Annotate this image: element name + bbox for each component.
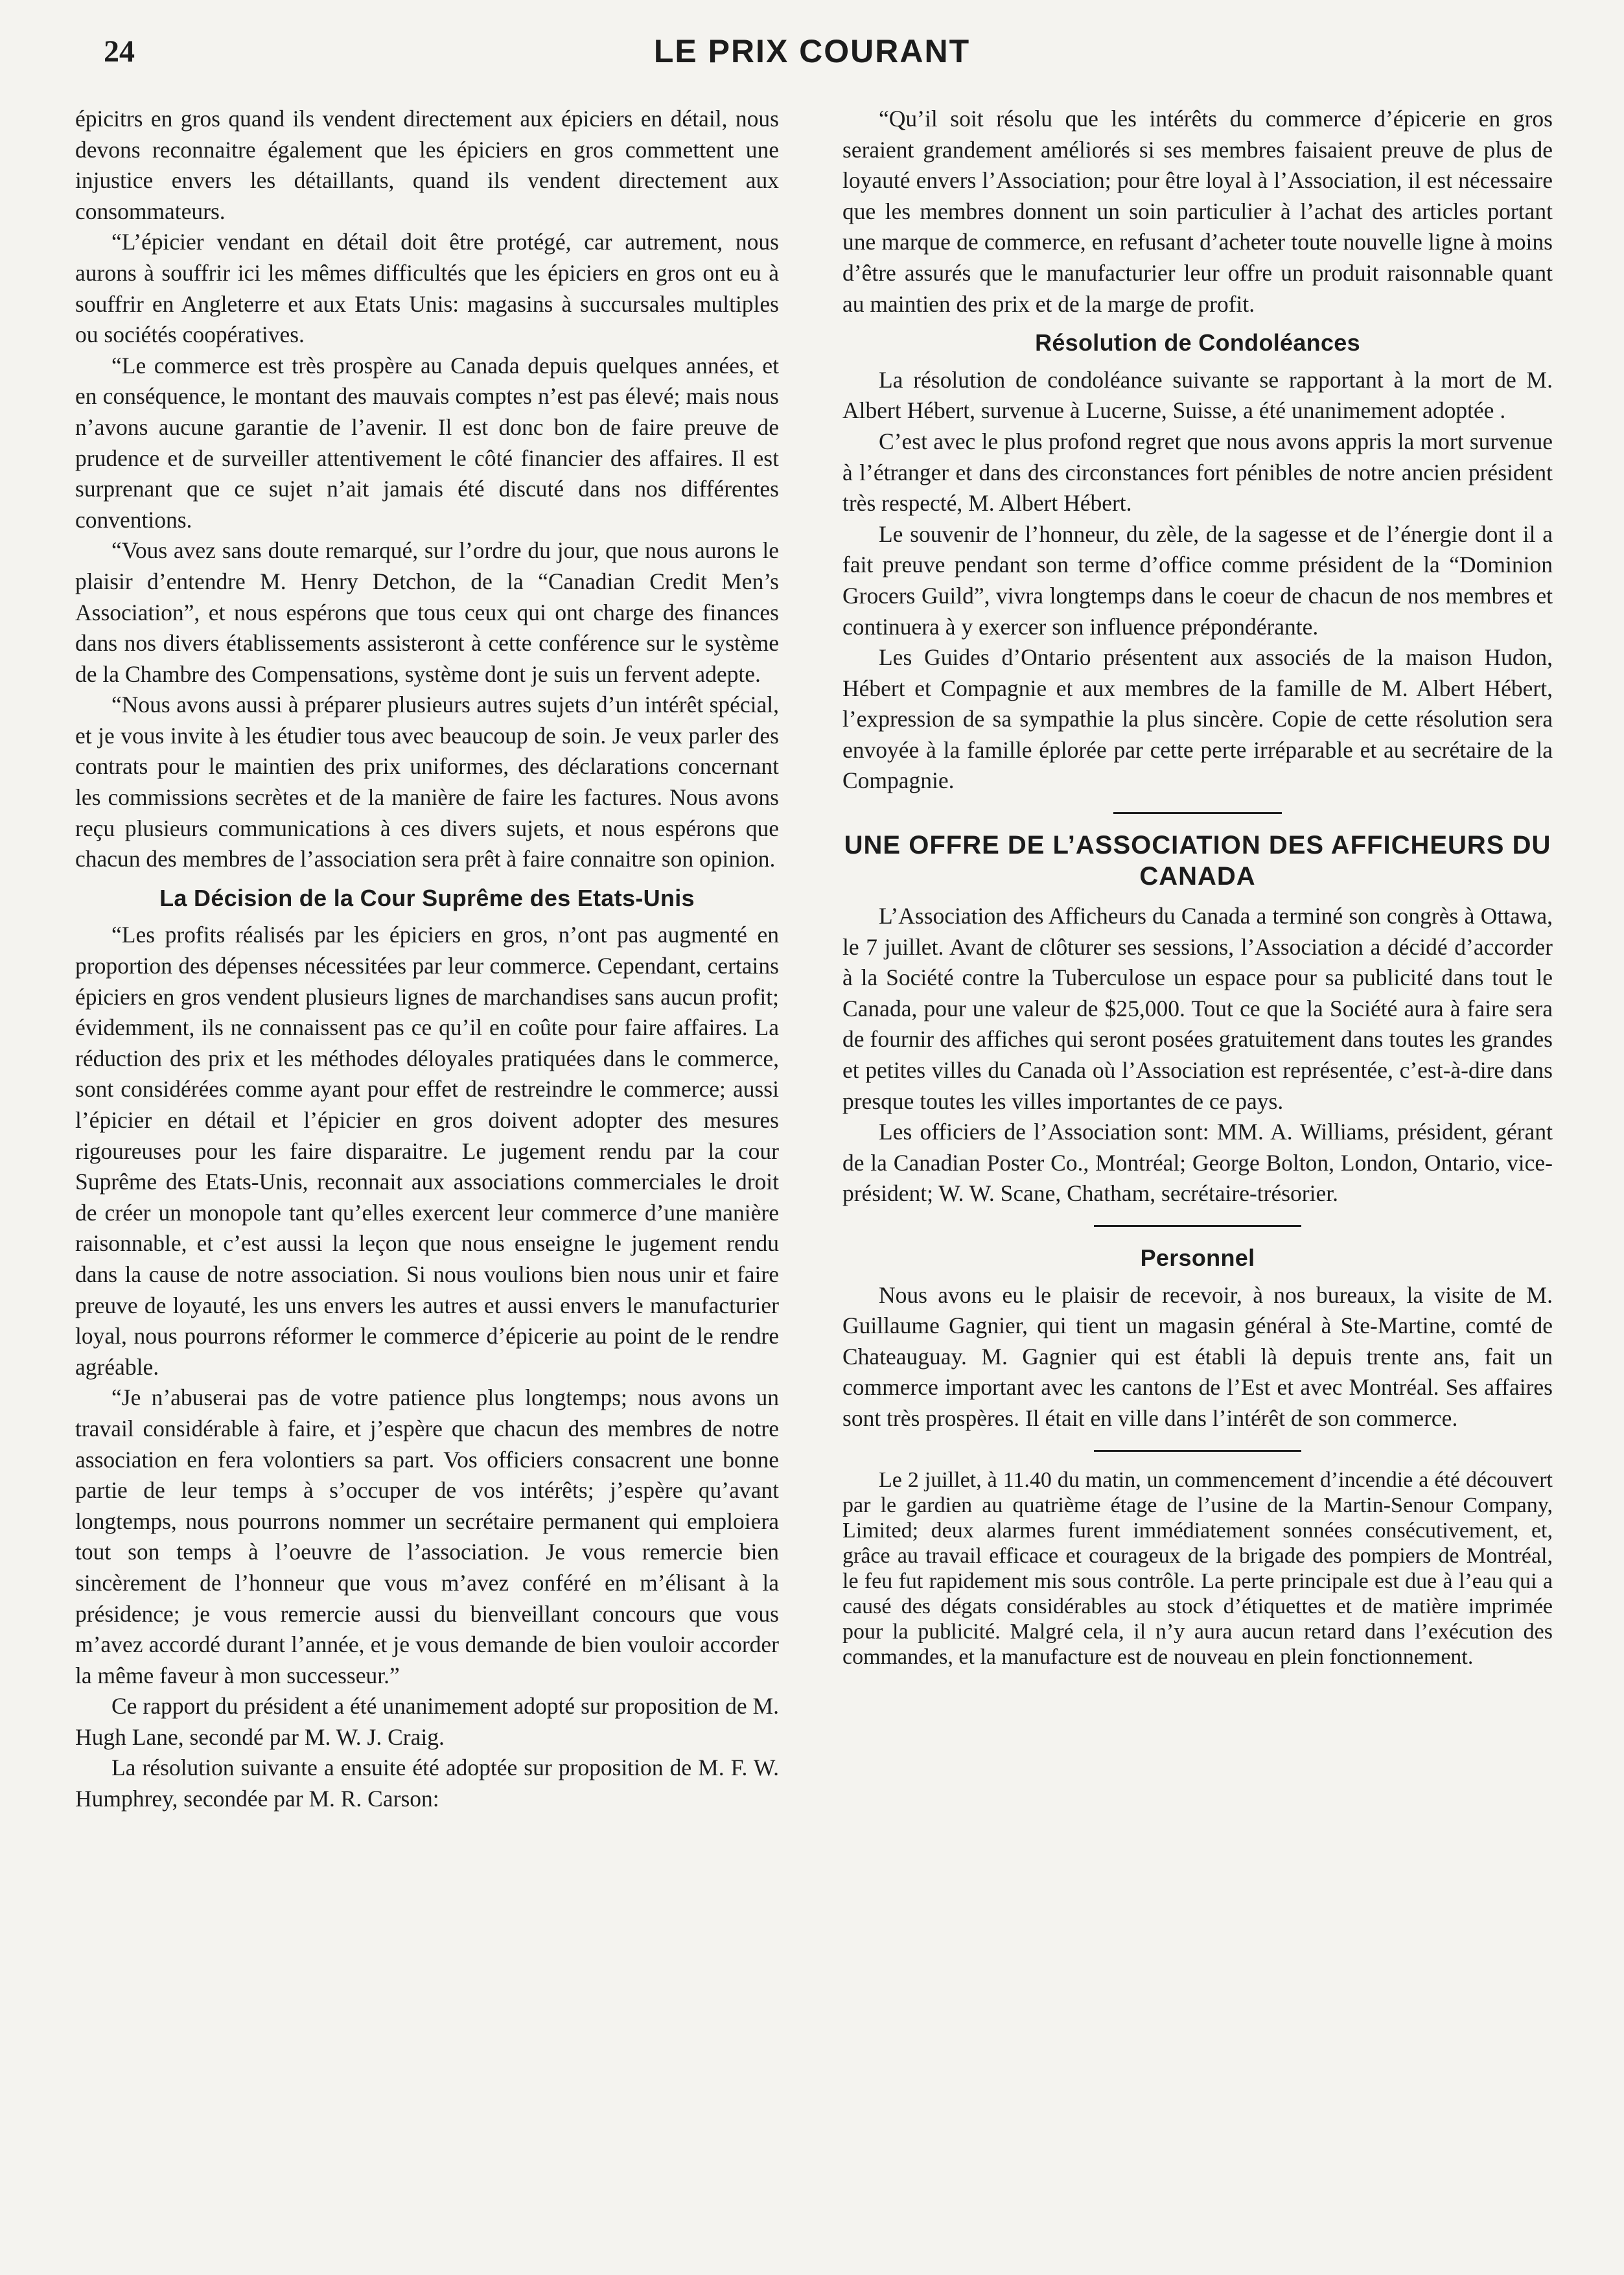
divider (1094, 1225, 1301, 1227)
paragraph: “Les profits réalisés par les épiciers en gros, n’ont pas augmenté en proportion des dépenses nécessitées par leur commerce. Cependant, certains épiciers en gros vendent plusieurs lignes de marchandises sans aucun profit; évidemment, ils ne connaissent pas ce qu’il en coûte pour faire affaires. La réduction des prix et les méthodes déloyales pratiquées dans le commerce, sont considérées comme ayant pour effet de restreindre le commerce; aussi l’épicier en détail et l’épicier en gros doivent adopter des mesures rigoureuses pour les faire disparaitre. Le jugement rendu par la cour Suprême des Etats-Unis, reconnait aux associations commerciales le droit de créer un monopole tant qu’elles exercent leur commerce d’une manière raisonnable, et c’est aussi la leçon que nous enseigne le jugement rendu dans la cause de notre association. Si nous voulions bien nous unir et faire preuve de loyauté, les uns envers les autres et aussi envers le manufacturier loyal, nous pourrons réformer le commerce d’épicerie au point de le rendre agréable. (75, 922, 779, 1380)
paragraph: La résolution suivante a ensuite été adoptée sur proposition de M. F. W. Humphrey, secondée par M. R. Carson: (75, 1755, 779, 1812)
paragraph-incendie: Le 2 juillet, à 11.40 du matin, un commencement d’incendie a été découvert par le gardien au quatrième étage de l’usine de la Martin-Senour Company, Limited; deux alarmes furent immédiatement sonnées consécutivement, et, grâce au travail efficace et courageux de la brigade des pompiers de Montréal, le feu fut rapidement mis sous contrôle. La perte principale est due à l’eau qui a causé des dégats considérables au stock d’étiquettes et de matière imprimée pour la publicité. Malgré cela, il n’y aura aucun retard dans l’exécution des commandes, et la manufacture est de nouveau en plein fonctionnement. (842, 1467, 1553, 1669)
paragraph: La résolution de condoléance suivante se rapportant à la mort de M. Albert Hébert, survenue à Lucerne, Suisse, a été unanimement adoptée . (842, 366, 1553, 424)
section-heading-personnel: Personnel (1140, 1244, 1255, 1271)
journal-title: LE PRIX COURANT (653, 33, 971, 69)
paragraph: C’est avec le plus profond regret que nous avons appris la mort survenue à l’étranger et dans des circonstances fort pénibles de notre ancien président très respecté, M. Albert Hébert. (842, 428, 1553, 517)
page-number: 24 (104, 34, 135, 69)
paragraph: Les officiers de l’Association sont: MM. A. Williams, président, gérant de la Canadian Poster Co., Montréal; George Bolton, London, Ontario, vice-président; W. W. Scane, Chatham, secrétaire-trésorier. (842, 1119, 1553, 1207)
paragraph: “Le commerce est très prospère au Canada depuis quelques années, et en conséquence, le montant des mauvais comptes n’est pas élevé; mais nous n’avons aucune garantie de l’avenir. Il est donc bon de faire preuve de prudence et de surveiller attentivement le côté financier des affaires. Il est surprenant que ce sujet n’ait jamais été discuté dans nos différentes conventions. (75, 352, 779, 533)
paragraph: “Qu’il soit résolu que les intérêts du commerce d’épicerie en gros seraient grandement améliorés si ses membres faisaient preuve de plus de loyauté envers l’Association; pour être loyal à l’Association, il est nécessaire que les membres donnent un soin particulier à l’achat des articles portant une marque de commerce, en refusant d’acheter toute nouvelle ligne à moins d’être assurés que le manufacturier leur offre un produit raisonnable quant au maintien des prix et de la marge de profit. (842, 106, 1553, 317)
section-heading-condoleances: Résolution de Condoléances (1035, 329, 1360, 356)
paragraph: “L’épicier vendant en détail doit être protégé, car autrement, nous aurons à souffrir ici les mêmes difficultés que les épiciers en gros ont eu à souffrir en Angleterre et aux Etats Unis: magasins à succursales multiples ou sociétés coopératives. (75, 229, 779, 348)
paragraph: L’Association des Afficheurs du Canada a terminé son congrès à Ottawa, le 7 juillet. Avant de clôturer ses sessions, l’Association a décidé d’accorder à la Société contre la Tuberculose un espace pour sa publicité dans tout le Canada, pour une valeur de $25,000. Tout ce que la Société aura à faire sera de fournir des affiches qui seront posées gratuitement dans toutes les grandes et petites villes du Canada où l’Association est représentée, c’est-à-dire dans presque toutes les villes importantes de ce pays. (842, 903, 1553, 1114)
paragraph: épicitrs en gros quand ils vendent directement aux épiciers en détail, nous devons reconnaitre également que les épiciers en gros commettent une injustice envers les détaillants, quand ils vendent directement aux consommateurs. (75, 106, 779, 224)
paragraph: “Je n’abuserai pas de votre patience plus longtemps; nous avons un travail considérable à faire, et j’espère que chacun des membres de notre association en fera volontiers sa part. Vos officiers consacrent une bonne partie de leur temps à s’occuper de vos intérêts; j’espère qu’avant longtemps, nous pourrons nommer un secrétaire permanent qui emploiera tout son temps à l’oeuvre de l’association. Je vous remercie bien sincèrement de l’honneur que vous m’avez conféré en m’élisant à la présidence; je vous remercie aussi du bienveillant concours que vous m’avez accordé durant l’année, et je vous demande de bien vouloir accorder la même faveur à mon successeur.” (75, 1384, 779, 1688)
right-column (842, 104, 1553, 1670)
section-heading-cour-supreme: La Décision de la Cour Suprême des Etats-Unis (159, 884, 695, 911)
divider (1113, 812, 1282, 814)
paragraph: “Vous avez sans doute remarqué, sur l’ordre du jour, que nous aurons le plaisir d’entendre M. Henry Detchon, de la “Canadian Credit Men’s Association”, et nous espérons que tous ceux qui ont charge des finances dans nos divers établissements assisteront à cette conférence sur le système de la Chambre des Compensations, système dont je suis un fervent adepte. (75, 537, 779, 687)
paragraph: “Nous avons aussi à préparer plusieurs autres sujets d’un intérêt spécial, et je vous invite à les étudier tous avec beaucoup de soin. Je veux parler des contrats pour le maintien des prix uniformes, des déclarations concernant les commissions secrètes et de la manière de faire les factures. Nous avons reçu plusieurs communications à ces divers sujets, et nous espérons que chacun des membres de l’association sera prêt à faire connaitre son opinion. (75, 692, 779, 872)
divider (1094, 1450, 1301, 1452)
paragraph: Le souvenir de l’honneur, du zèle, de la sagesse et de l’énergie dont il a fait preuve pendant son terme d’office comme président de la “Dominion Grocers Guild”, vivra longtemps dans le coeur de chacun de nos membres et continuera à y exercer son influence prépondérante. (842, 520, 1553, 640)
left-column (75, 104, 779, 1815)
paragraph: Les Guides d’Ontario présentent aux associés de la maison Hudon, Hébert et Compagnie et aux membres de la famille de M. Albert Hébert, l’expression de sa sympathie la plus sincère. Copie de cette résolution sera envoyée à la famille éplorée par cette perte irréparable et au secrétaire de la Compagnie. (842, 644, 1553, 794)
paragraph: Nous avons eu le plaisir de recevoir, à nos bureaux, la visite de M. Guillaume Gagnier, qui tient un magasin général à Ste-Martine, comté de Chateauguay. M. Gagnier qui est établi là depuis trente ans, fait un commerce important avec les cantons de l’Est et avec Montréal. Ses affaires sont très prospères. Il était en ville dans l’intérêt de son commerce. (842, 1281, 1553, 1431)
paragraph: Ce rapport du président a été unanimement adopté sur proposition de M. Hugh Lane, secondé par M. W. J. Craig. (75, 1693, 779, 1750)
section-heading-afficheurs: UNE OFFRE DE L’ASSOCIATION DES AFFICHEURS DU CANADA (844, 831, 1551, 891)
